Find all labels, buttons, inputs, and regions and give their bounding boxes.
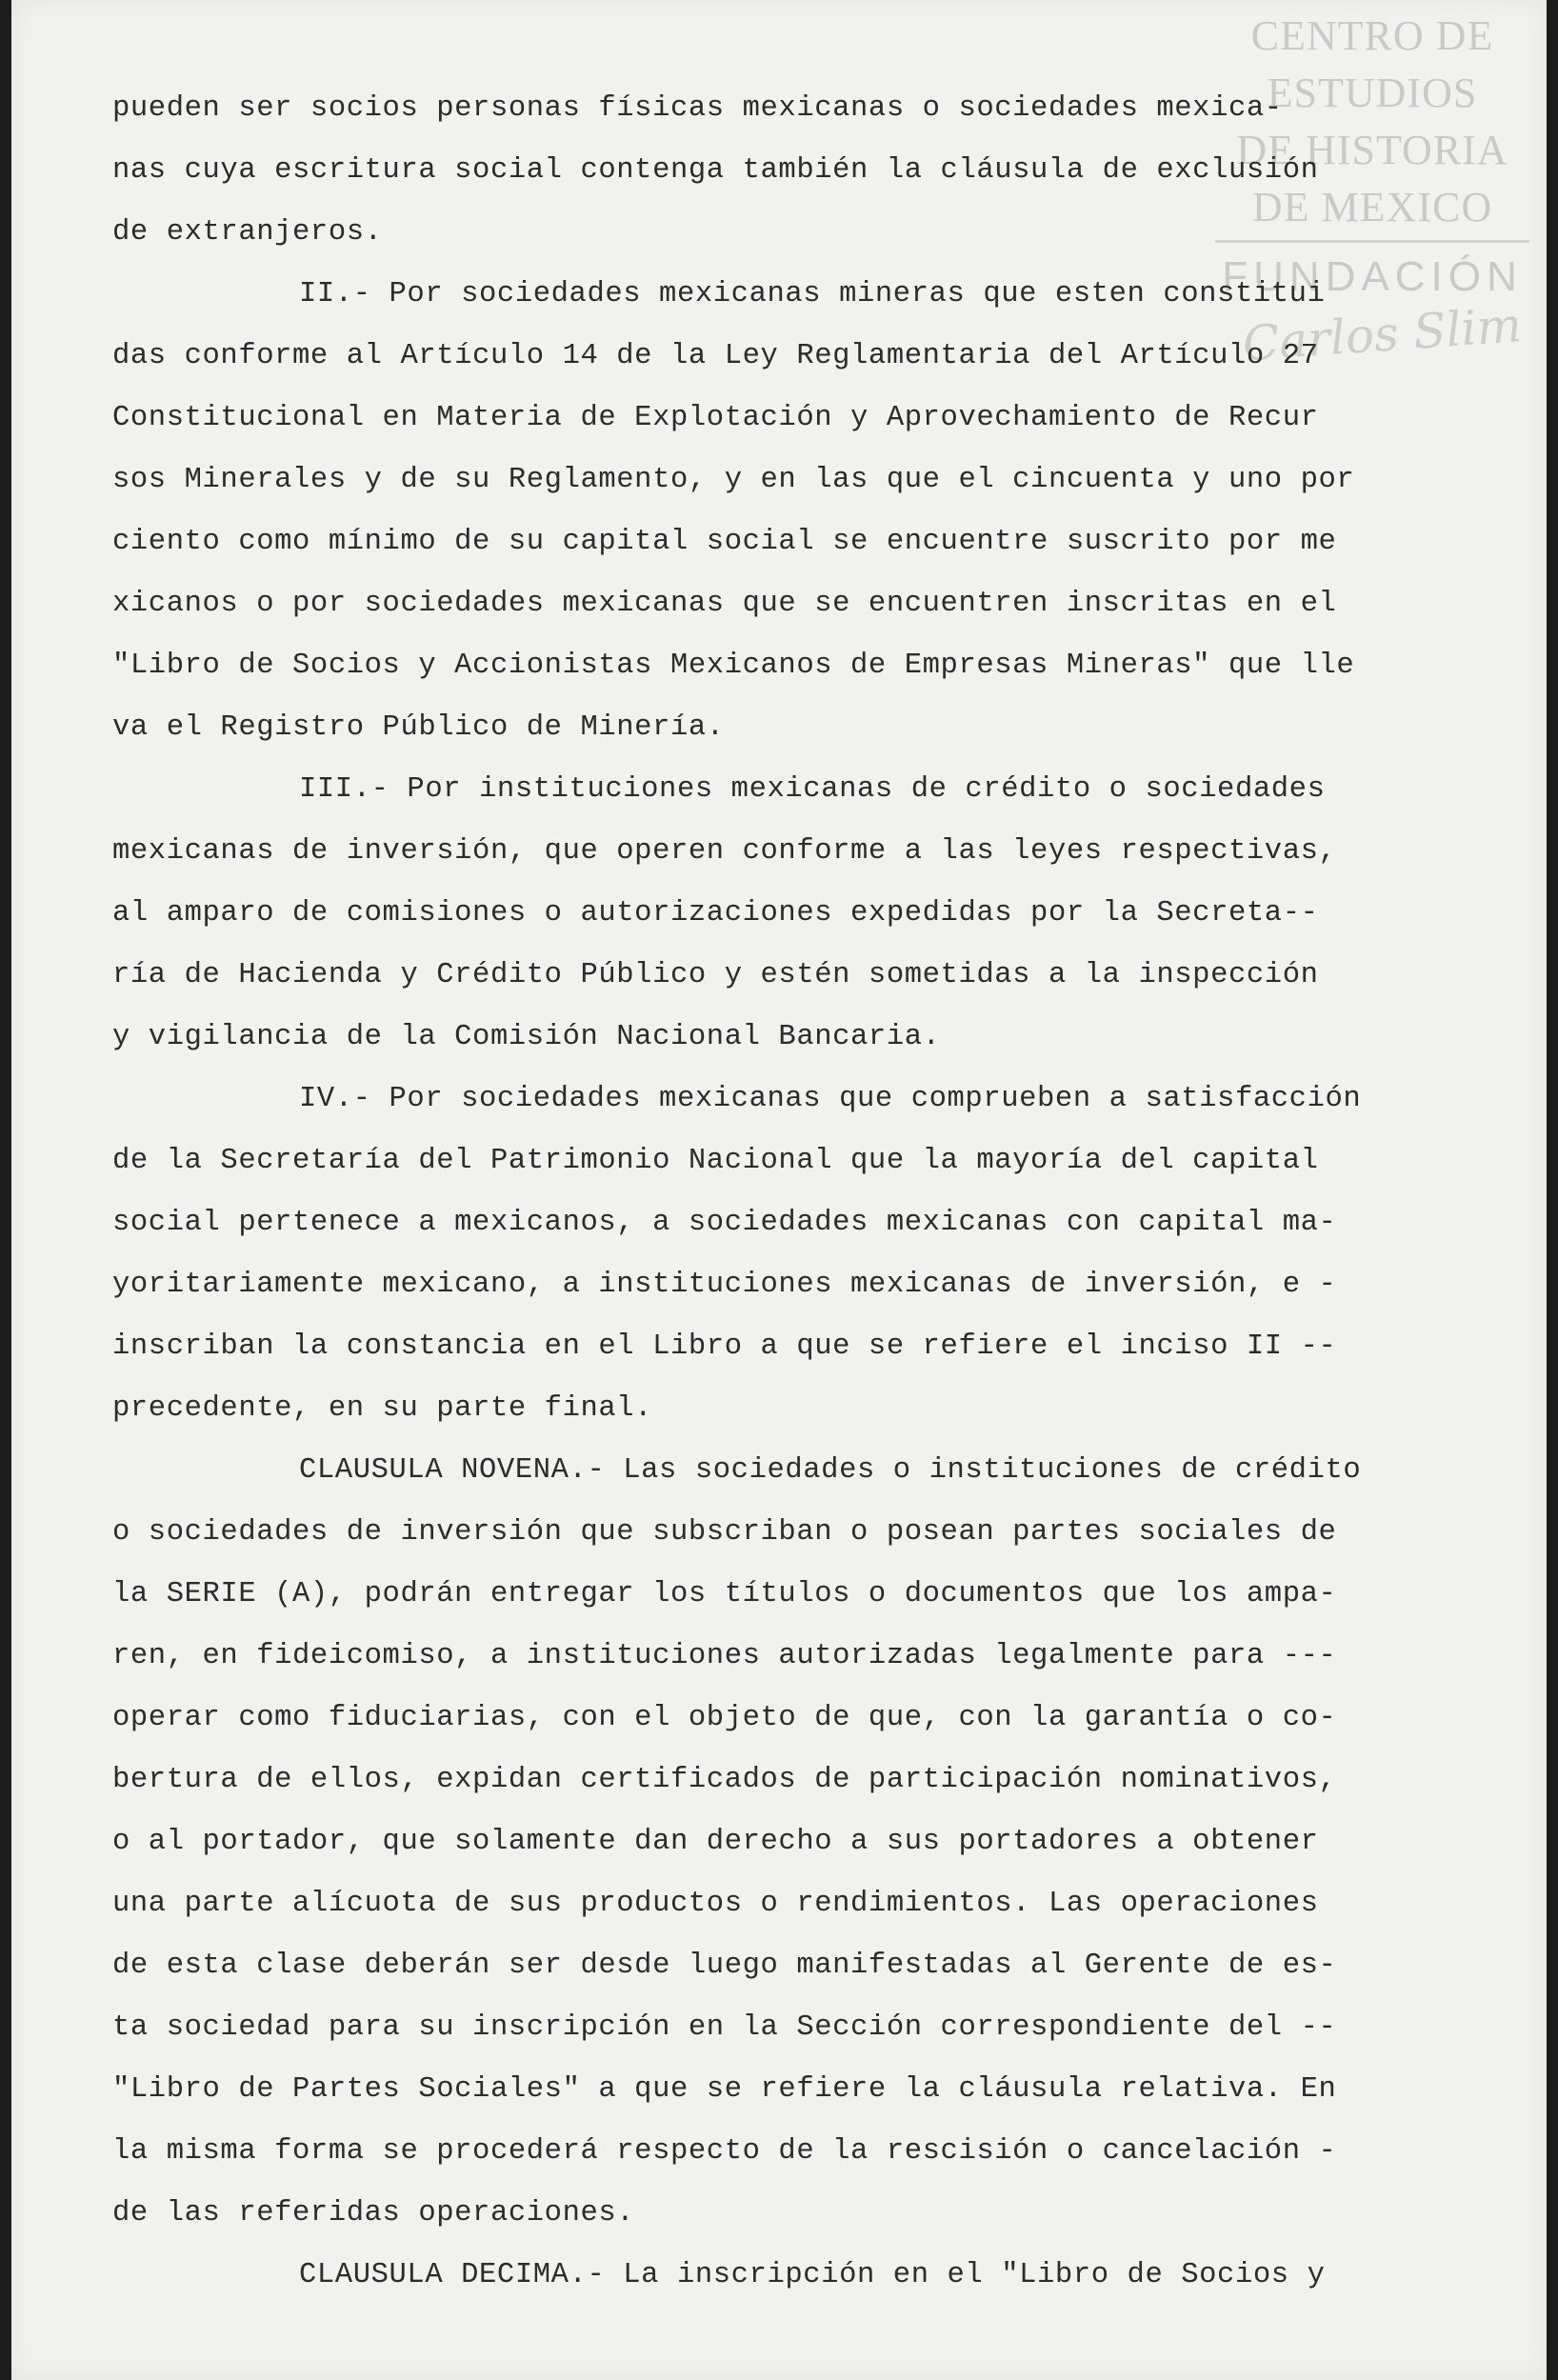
document-line: al amparo de comisiones o autorizaciones expedidas por la Secreta--	[112, 897, 1319, 930]
document-line: "Libro de Socios y Accionistas Mexicanos de Empresas Mineras" que lle	[112, 650, 1355, 682]
document-line: inscriban la constancia en el Libro a que se refiere el inciso II --	[112, 1330, 1337, 1363]
document-line: de la Secretaría del Patrimonio Nacional que la mayoría del capital	[112, 1145, 1319, 1177]
document-line: ría de Hacienda y Crédito Público y estén sometidas a la inspección	[112, 959, 1319, 991]
document-line: la SERIE (A), podrán entregar los títulos o documentos que los ampa-	[112, 1578, 1337, 1610]
watermark-line: ESTUDIOS	[1267, 70, 1478, 116]
document-line: o sociedades de inversión que subscriban o posean partes sociales de	[112, 1516, 1337, 1549]
document-line: de las referidas operaciones.	[112, 2197, 635, 2230]
document-line: nas cuya escritura social contenga también la cláusula de exclusión	[112, 154, 1319, 187]
typed-document-body	[112, 78, 1427, 2307]
document-line: la misma forma se procederá respecto de la rescisión o cancelación -	[112, 2135, 1337, 2168]
document-line: CLAUSULA DECIMA.- La inscripción en el "Libro de Socios y	[299, 2259, 1326, 2291]
watermark-line: DE HISTORIA	[1236, 127, 1508, 173]
watermark-signature: Carlos Slim	[1241, 297, 1524, 372]
document-line: "Libro de Partes Sociales" a que se refiere la cláusula relativa. En	[112, 2073, 1337, 2106]
document-line: yoritariamente mexicano, a instituciones mexicanas de inversión, e -	[112, 1269, 1337, 1301]
document-line: CLAUSULA NOVENA.- Las sociedades o instituciones de crédito	[299, 1454, 1362, 1487]
document-line: ciento como mínimo de su capital social se encuentre suscrito por me	[112, 526, 1337, 558]
watermark-line: DE MEXICO	[1251, 184, 1493, 230]
document-line: social pertenece a mexicanos, a sociedades mexicanas con capital ma-	[112, 1207, 1337, 1239]
document-line: precedente, en su parte final.	[112, 1392, 653, 1425]
document-line: xicanos o por sociedades mexicanas que se encuentren inscritas en el	[112, 588, 1337, 620]
document-line: va el Registro Público de Minería.	[112, 711, 725, 744]
document-line: ren, en fideicomiso, a instituciones autorizadas legalmente para ---	[112, 1640, 1337, 1672]
document-line: bertura de ellos, expidan certificados de participación nominativos,	[112, 1764, 1337, 1796]
document-line: o al portador, que solamente dan derecho a sus portadores a obtener	[112, 1826, 1319, 1858]
document-line: II.- Por sociedades mexicanas mineras que esten constitui	[299, 278, 1326, 310]
document-line: mexicanas de inversión, que operen conforme a las leyes respectivas,	[112, 835, 1337, 868]
document-line: de esta clase deberán ser desde luego manifestadas al Gerente de es-	[112, 1950, 1337, 1982]
document-line: operar como fiduciarias, con el objeto de que, con la garantía o co-	[112, 1702, 1337, 1734]
document-line: de extranjeros.	[112, 216, 383, 249]
document-line: Constitucional en Materia de Explotación y Aprovechamiento de Recur	[112, 402, 1319, 434]
document-line: III.- Por instituciones mexicanas de crédito o sociedades	[299, 773, 1326, 806]
document-line: una parte alícuota de sus productos o rendimientos. Las operaciones	[112, 1888, 1319, 1920]
document-line: ta sociedad para su inscripción en la Sección correspondiente del --	[112, 2011, 1337, 2044]
document-line: IV.- Por sociedades mexicanas que comprueben a satisfacción	[299, 1083, 1362, 1115]
document-line: pueden ser socios personas físicas mexicanas o sociedades mexica-	[112, 92, 1283, 125]
watermark-line: CENTRO DE	[1250, 12, 1494, 59]
watermark-foundation: FUNDACIÓN	[1215, 240, 1529, 306]
document-line: das conforme al Artículo 14 de la Ley Reglamentaria del Artículo 27	[112, 340, 1319, 372]
document-line: y vigilancia de la Comisión Nacional Bancaria.	[112, 1021, 941, 1053]
document-line: sos Minerales y de su Reglamento, y en las que el cincuenta y uno por	[112, 464, 1355, 496]
document-page	[11, 0, 1547, 2380]
